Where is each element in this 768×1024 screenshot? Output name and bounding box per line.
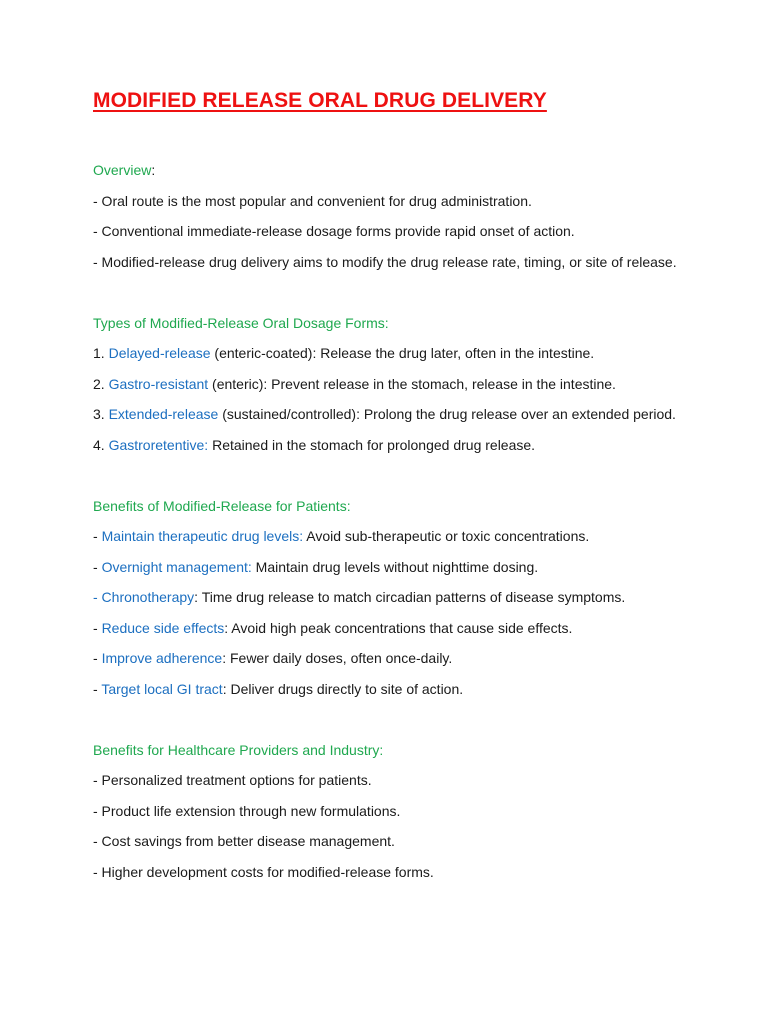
patient-benefit-1 — [93, 526, 683, 547]
item-description: Retained in the stomach for prolonged drug release. — [208, 436, 536, 453]
provider-benefits-section — [93, 740, 683, 883]
list-dash: - — [93, 558, 102, 575]
item-description: (enteric-coated): Release the drug later, often in the intestine. — [210, 345, 595, 361]
list-dash: - — [93, 680, 102, 697]
section-heading-overview — [93, 160, 683, 181]
item-description: (sustained/controlled): Prolong the drug release over an extended period. — [218, 406, 676, 422]
list-dash: - — [93, 528, 102, 544]
list-number: 4. — [93, 436, 109, 453]
item-description: : Deliver drugs directly to site of action. — [222, 680, 464, 697]
overview-item-1: - Oral route is the most popular and convenient for drug administration. — [93, 192, 532, 209]
patient-benefits-section — [93, 496, 683, 700]
types-section — [93, 313, 683, 456]
item-description: Avoid sub-therapeutic or toxic concentrations. — [303, 528, 590, 544]
term-reduce-side-effects: Reduce side effects — [101, 619, 225, 636]
list-dash: - — [93, 619, 102, 636]
overview-item-3: - Modified-release drug delivery aims to modify the drug release rate, timing, or site of release. — [93, 253, 677, 270]
patient-benefit-6 — [93, 679, 683, 700]
overview-section — [93, 160, 683, 273]
term-maintain-levels: Maintain therapeutic drug levels: — [101, 528, 304, 544]
term-gastroretentive: Gastroretentive: — [108, 436, 209, 453]
item-description: (enteric): Prevent release in the stomach, release in the intestine. — [208, 375, 616, 392]
term-extended-release: Extended-release — [108, 406, 219, 422]
patient-benefit-3 — [93, 587, 683, 608]
provider-benefit-1: - Personalized treatment options for patients. — [93, 772, 372, 788]
types-item-3 — [93, 404, 683, 425]
document-page — [93, 88, 683, 883]
term-target-local-gi: Target local GI tract — [101, 680, 223, 697]
patient-benefit-4 — [93, 618, 683, 639]
item-description: : Time drug release to match circadian patterns of disease symptoms. — [194, 589, 626, 605]
overview-heading-colon: : — [151, 162, 156, 178]
patient-benefit-2 — [93, 557, 683, 578]
overview-item-2: - Conventional immediate-release dosage forms provide rapid onset of action. — [93, 223, 575, 239]
types-item-1 — [93, 343, 683, 364]
provider-benefit-2: - Product life extension through new formulations. — [93, 802, 401, 819]
term-chronotherapy: - Chronotherapy — [93, 589, 195, 605]
types-item-4 — [93, 435, 683, 456]
section-heading-provider-benefits: Benefits for Healthcare Providers and Industry: — [93, 741, 384, 758]
types-item-2 — [93, 374, 683, 395]
section-heading-patient-benefits: Benefits of Modified-Release for Patients: — [93, 497, 351, 514]
patient-benefit-5 — [93, 648, 683, 669]
term-overnight-management: Overnight management: — [101, 558, 252, 575]
section-heading-types: Types of Modified-Release Oral Dosage Forms: — [93, 314, 389, 331]
provider-benefit-3: - Cost savings from better disease management. — [93, 833, 395, 849]
list-number: 2. — [93, 375, 109, 392]
list-dash: - — [93, 650, 102, 666]
item-description: : Fewer daily doses, often once-daily. — [222, 650, 453, 666]
term-delayed-release: Delayed-release — [108, 345, 211, 361]
list-number: 1. — [93, 345, 109, 361]
provider-benefit-4: - Higher development costs for modified-release forms. — [93, 863, 434, 880]
item-description: Maintain drug levels without nighttime dosing. — [251, 558, 539, 575]
page-title: MODIFIED RELEASE ORAL DRUG DELIVERY — [93, 89, 547, 112]
list-number: 3. — [93, 406, 109, 422]
term-gastro-resistant: Gastro-resistant — [108, 375, 209, 392]
item-description: : Avoid high peak concentrations that cause side effects. — [224, 619, 573, 636]
term-improve-adherence: Improve adherence — [101, 650, 223, 666]
overview-heading-text: Overview — [93, 162, 152, 178]
